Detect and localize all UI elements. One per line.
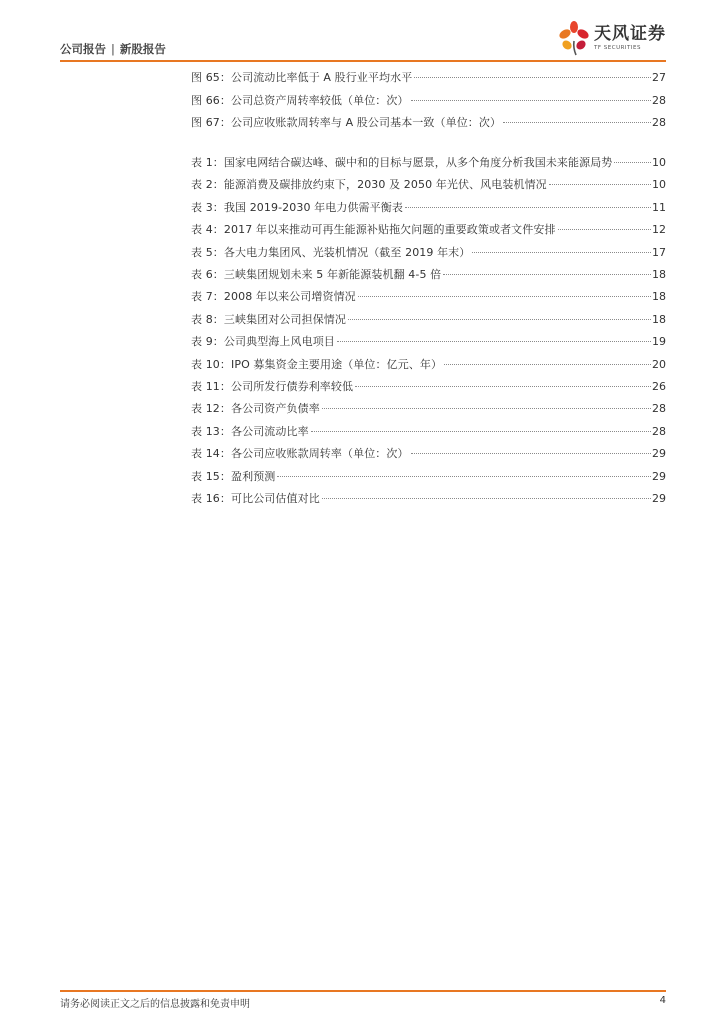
- table-entry[interactable]: [191, 266, 666, 284]
- dot-leader: [549, 184, 651, 185]
- dot-leader: [337, 341, 651, 342]
- table-entry[interactable]: [191, 154, 666, 172]
- table-entry-page: 18: [652, 290, 666, 304]
- figure-entry-page: 27: [652, 71, 666, 84]
- report-subcategory: 新股报告: [119, 42, 166, 56]
- dot-leader: [411, 453, 651, 454]
- table-entry-title: 表 6：三峡集团规划未来 5 年新能源装机翻 4-5 倍: [191, 268, 442, 281]
- table-entry-page: 19: [652, 335, 666, 349]
- figure-entry[interactable]: [191, 69, 666, 87]
- table-entry-page: 28: [652, 402, 666, 416]
- report-type: [60, 41, 166, 57]
- dot-leader: [322, 498, 651, 499]
- dot-leader: [348, 319, 651, 320]
- table-entry-page: 17: [652, 245, 666, 259]
- figure-entry-title: 图 66：公司总资产周转率较低（单位：次）: [191, 93, 409, 107]
- figure-entry[interactable]: [191, 114, 666, 132]
- dot-leader: [414, 77, 651, 78]
- dot-leader: [277, 476, 651, 477]
- dot-leader: [614, 162, 651, 163]
- figure-entry-page: 28: [652, 116, 666, 129]
- table-entry[interactable]: [191, 400, 666, 418]
- table-entry[interactable]: [191, 288, 666, 306]
- dot-leader: [558, 229, 651, 230]
- table-entry-page: 20: [652, 357, 666, 371]
- logo-name-cn: 天风证券: [594, 23, 666, 44]
- table-entry-title: 表 11：公司所发行债券利率较低: [191, 380, 354, 393]
- dot-leader: [355, 386, 651, 387]
- header-separator: |: [111, 42, 115, 56]
- table-entry-title: 表 7：2008 年以来公司增资情况: [191, 290, 356, 304]
- table-entry[interactable]: [191, 356, 666, 374]
- table-entry-title: 表 12：各公司资产负债率: [191, 402, 320, 416]
- table-entry-page: 18: [652, 312, 666, 326]
- table-entry[interactable]: [191, 221, 666, 239]
- footer-divider: [60, 990, 666, 992]
- table-entry-page: 28: [652, 424, 666, 438]
- table-entry-page: 29: [652, 469, 666, 483]
- table-entry[interactable]: [191, 423, 666, 441]
- page-number: 4: [659, 995, 666, 1006]
- report-category: 公司报告: [60, 42, 106, 56]
- table-entry[interactable]: [191, 176, 666, 194]
- table-entry-title: 表 8：三峡集团对公司担保情况: [191, 312, 346, 326]
- table-entry-page: 26: [652, 380, 666, 393]
- table-entry-title: 表 2：能源消费及碳排放约束下，2030 及 2050 年光伏、风电装机情况: [191, 178, 547, 192]
- table-entry-title: 表 13：各公司流动比率: [191, 424, 309, 438]
- table-entry[interactable]: [191, 445, 666, 463]
- dot-leader: [503, 122, 651, 123]
- table-entry[interactable]: [191, 468, 666, 486]
- table-entry-title: 表 9：公司典型海上风电项目: [191, 335, 335, 349]
- table-entry[interactable]: [191, 490, 666, 508]
- table-entry-title: 表 4：2017 年以来推动可再生能源补贴拖欠问题的重要政策或者文件安排: [191, 223, 556, 237]
- dot-leader: [358, 296, 651, 297]
- table-entry-page: 10: [652, 156, 666, 169]
- table-entry-page: 11: [652, 200, 666, 214]
- dot-leader: [443, 274, 651, 275]
- page-header: [60, 0, 666, 62]
- table-entry-page: 18: [652, 268, 666, 281]
- table-entry-page: 29: [652, 447, 666, 461]
- table-entry-title: 表 3：我国 2019-2030 年电力供需平衡表: [191, 200, 403, 214]
- dot-leader: [322, 408, 651, 409]
- table-entry-title: 表 14：各公司应收账款周转率（单位：次）: [191, 447, 409, 461]
- header-divider: [60, 60, 666, 62]
- logo-flower-icon: [558, 20, 590, 56]
- table-entry-title: 表 5：各大电力集团风、光装机情况（截至 2019 年末）: [191, 245, 471, 259]
- company-logo: [558, 20, 666, 56]
- table-entry[interactable]: [191, 378, 666, 396]
- table-entry[interactable]: [191, 311, 666, 329]
- footer-disclaimer: 请务必阅读正文之后的信息披露和免责申明: [60, 999, 250, 1010]
- figure-entry-page: 28: [652, 93, 666, 107]
- logo-name-en: TF SECURITIES: [594, 44, 641, 51]
- table-entry-title: 表 1：国家电网结合碳达峰、碳中和的目标与愿景，从多个角度分析我国未来能源局势: [191, 156, 613, 169]
- table-entry-title: 表 10：IPO 募集资金主要用途（单位：亿元、年）: [191, 357, 443, 371]
- figure-entry-title: 图 65：公司流动比率低于 A 股行业平均水平: [191, 71, 413, 84]
- table-entry-page: 10: [652, 178, 666, 192]
- dot-leader: [405, 207, 651, 208]
- dot-leader: [411, 100, 651, 101]
- dot-leader: [311, 431, 651, 432]
- figure-entry-title: 图 67：公司应收账款周转率与 A 股公司基本一致（单位：次）: [191, 116, 502, 129]
- table-entry[interactable]: [191, 333, 666, 351]
- table-entry-title: 表 16：可比公司估值对比: [191, 492, 320, 505]
- table-entry-page: 12: [652, 223, 666, 237]
- table-entry-title: 表 15：盈利预测: [191, 469, 276, 483]
- dot-leader: [472, 252, 651, 253]
- table-entry[interactable]: [191, 244, 666, 262]
- dot-leader: [444, 364, 651, 365]
- figure-entry[interactable]: [191, 92, 666, 110]
- table-entry[interactable]: [191, 199, 666, 217]
- table-entry-page: 29: [652, 492, 666, 505]
